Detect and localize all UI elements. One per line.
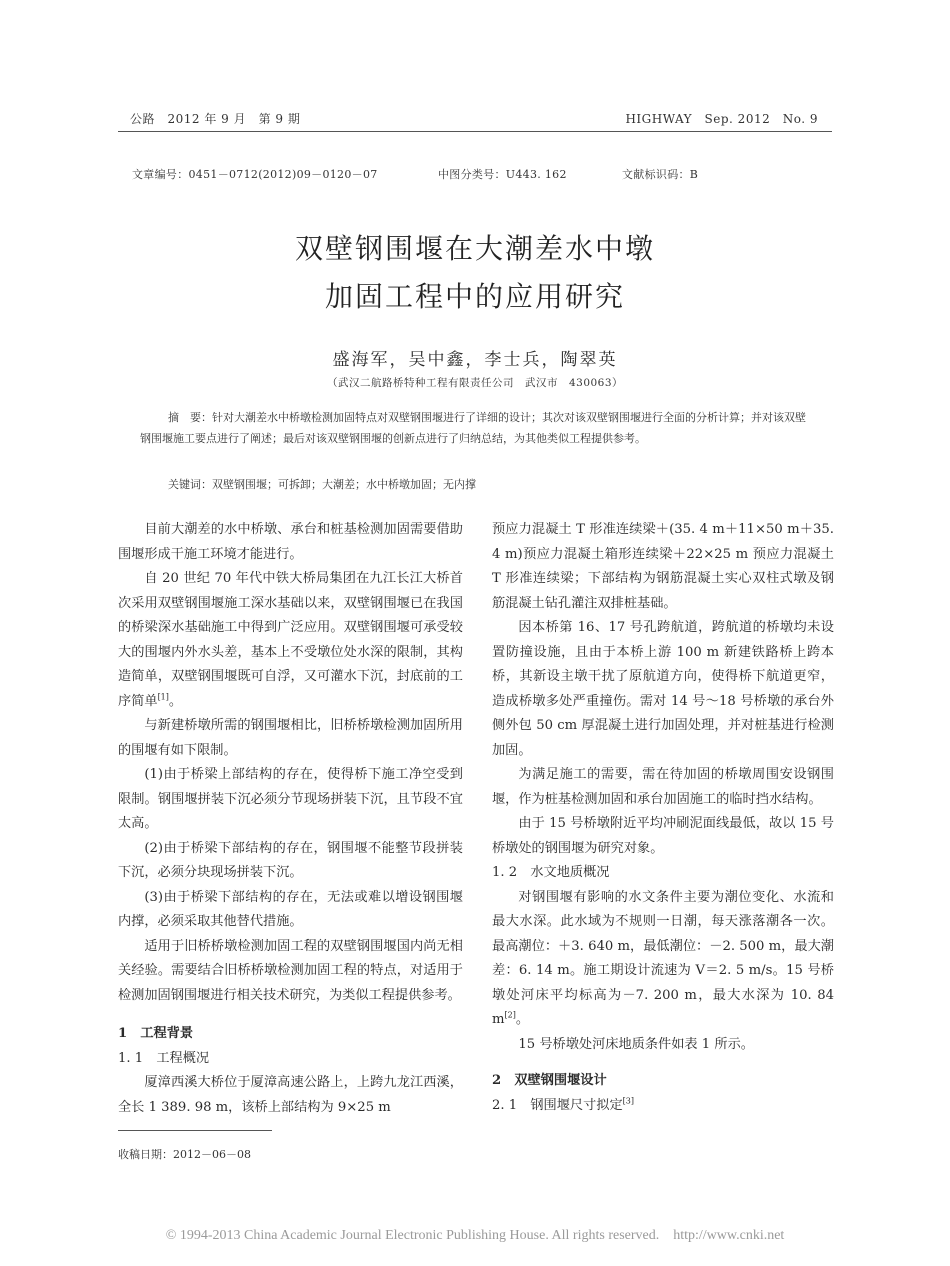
running-header-right: HIGHWAY Sep. 2012 No. 9 (625, 112, 818, 126)
section-heading: 1 工程背景 (118, 1026, 194, 1041)
keywords-label: 关键词： (168, 478, 212, 491)
paragraph: (2)由于桥梁下部结构的存在，钢围堰不能整节段拼装下沉，必须分块现场拼装下沉。 (118, 840, 463, 880)
authors: 盛海军，吴中鑫，李士兵，陶翠英 (332, 350, 618, 370)
paragraph: (1)由于桥梁上部结构的存在，使得桥下施工净空受到限制。钢围堰拼装下沉必须分节现场拼装下沉，且节段不宜太高。 (118, 767, 463, 831)
section-heading: 2 双壁钢围堰设计 (492, 1073, 607, 1088)
paragraph: 适用于旧桥桥墩检测加固工程的双壁钢围堰国内尚无相关经验。需要结合旧桥桥墩检测加固工程的特点，对适用于检测加固钢围堰进行相关技术研究，为类似工程提供参考。 (118, 938, 463, 1003)
subsection-heading: 1. 2 水文地质概况 (492, 865, 610, 880)
header-rule (118, 131, 832, 132)
abstract (140, 407, 812, 449)
abstract-text: 针对大潮差水中桥墩检测加固特点对双壁钢围堰进行了详细的设计；其次对该双壁钢围堰进行全面的分析计算；并对该双壁钢围堰施工要点进行了阐述；最后对该双壁钢围堰的创新点进行了归纳总结，为其他类似工程提供参考。 (140, 411, 806, 445)
document-code: 文献标识码：B (622, 168, 699, 181)
clc-number: 中图分类号：U443. 162 (438, 168, 567, 181)
paragraph: 与新建桥墩所需的钢围堰相比，旧桥桥墩检测加固所用的围堰有如下限制。 (118, 718, 463, 758)
paragraph: 预应力混凝土 T 形准连续梁＋(35. 4 m＋11×50 m＋35. 4 m)预应力混凝土箱形连续梁＋22×25 m 预应力混凝土 T 形准连续梁；下部结构为钢筋混凝土实心双柱式墩及钢筋混凝土钻孔灌注双排桩基础。 (492, 522, 834, 611)
footnote-rule (118, 1130, 272, 1131)
abstract-label: 摘 要： (168, 411, 212, 424)
paragraph: 自 20 世纪 70 年代中铁大桥局集团在九江长江大桥首次采用双壁钢围堰施工深水基础以来，双壁钢围堰已在我国的桥梁深水基础施工中得到广泛应用。双壁钢围堰可承受较大的围堰内外水头差，基本上不受墩位处水深的限制，其构造简单，双壁钢围堰既可自浮，又可灌水下沉，封底前的工序简单[1]。 (118, 571, 463, 709)
keywords-text: 双壁钢围堰；可拆卸；大潮差；水中桥墩加固；无内撑 (212, 478, 476, 491)
right-column (492, 518, 834, 1118)
subsection-heading: 1. 1 工程概况 (118, 1050, 210, 1066)
page-title-line2: 加固工程中的应用研究 (324, 280, 625, 313)
paragraph: 15 号桥墩处河床地质条件如表 1 所示。 (518, 1036, 754, 1052)
keywords (140, 474, 812, 495)
copyright-notice: © 1994-2013 China Academic Journal Electronic Publishing House. All rights reserved. http://www.cnki.net (165, 1228, 785, 1243)
citation-ref: [1] (157, 692, 169, 702)
citation-ref: [3] (622, 1096, 635, 1106)
article-number: 文章编号：0451－0712(2012)09－0120－07 (132, 168, 378, 181)
citation-ref: [2] (504, 1010, 516, 1020)
paragraph: 对钢围堰有影响的水文条件主要为潮位变化、水流和最大水深。此水域为不规则一日潮，每天涨落潮各一次。最高潮位：＋3. 640 m，最低潮位：－2. 500 m，最大潮差：6. 14 m。施工期设计流速为 V＝2. 5 m/s。15 号桥墩处河床平均标高为－7. 200 m，最大水深为 10. 84 m[2]。 (492, 889, 834, 1027)
page-title-line1: 双壁钢围堰在大潮差水中墩 (294, 232, 655, 265)
paragraph: 由于 15 号桥墩附近平均冲刷泥面线最低，故以 15 号桥墩处的钢围堰为研究对象。 (492, 816, 834, 856)
affiliation: （武汉二航路桥特种工程有限责任公司 武汉市 430063） (326, 377, 624, 389)
paragraph: 因本桥第 16、17 号孔跨航道，跨航道的桥墩均未设置防撞设施，且由于本桥上游 100 m 新建铁路桥上跨本桥，其新设主墩干扰了原航道方向，使得桥下航道更窄，造成桥墩多处严重撞伤。需对 14 号～18 号桥墩的承台外侧外包 50 cm 厚混凝土进行加固处理，并对桩基进行检测加固。 (492, 620, 834, 758)
paragraph: 目前大潮差的水中桥墩、承台和桩基检测加固需要借助围堰形成干施工环境才能进行。 (118, 522, 463, 562)
paragraph: 厦漳西溪大桥位于厦漳高速公路上，上跨九龙江西溪，全长 1 389. 98 m，该桥上部结构为 9×25 m (118, 1075, 463, 1115)
paragraph: 为满足施工的需要，需在待加固的桥墩周围安设钢围堰，作为桩基检测加固和承台加固施工的临时挡水结构。 (492, 767, 834, 807)
left-column (118, 518, 463, 1120)
paragraph: (3)由于桥梁下部结构的存在，无法或难以增设钢围堰内撑，必须采取其他替代措施。 (118, 889, 463, 929)
running-header-left: 公路 2012 年 9 月 第 9 期 (130, 112, 301, 126)
subsection-heading: 2. 1 钢围堰尺寸拟定[3] (492, 1096, 635, 1113)
received-date: 收稿日期：2012－06－08 (118, 1148, 251, 1161)
